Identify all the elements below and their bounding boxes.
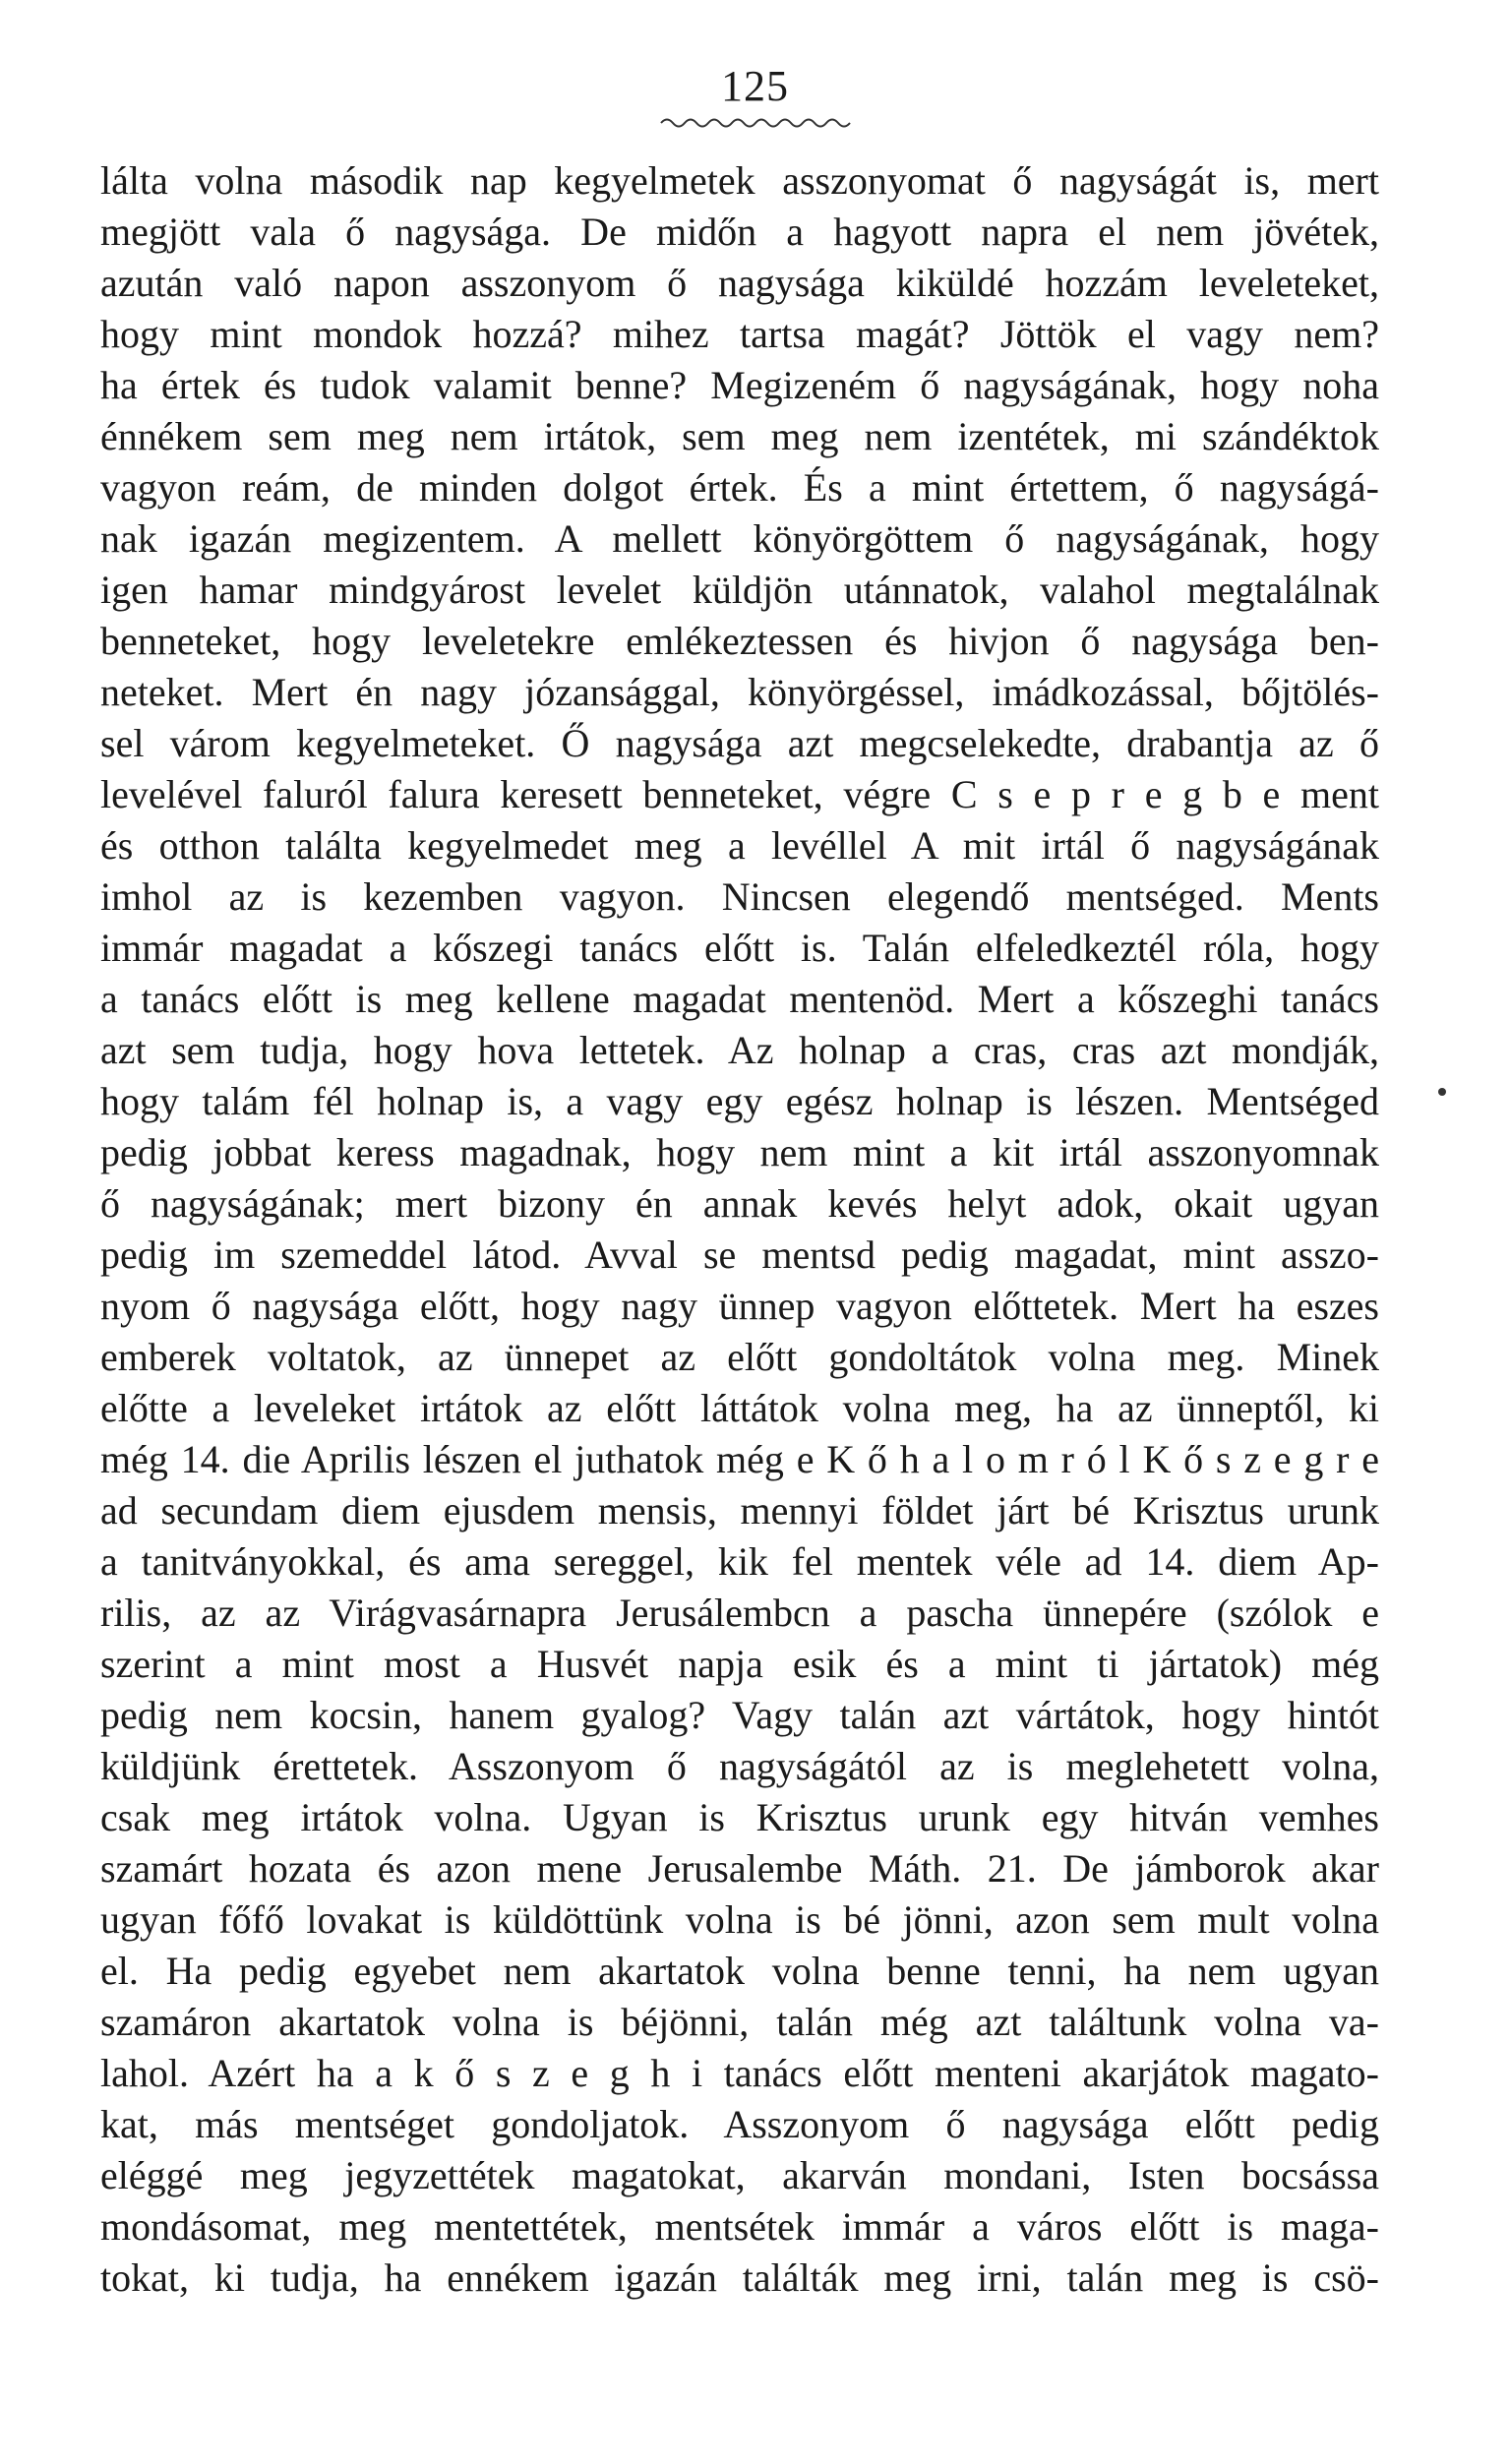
- text-line: csak meg irtátok volna. Ugyan is Krisztus urunk egy hitván vemhes: [100, 1795, 1379, 1839]
- text-line: a tanitványokkal, és ama sereggel, kik fel mentek véle ad 14. diem Ap-: [100, 1539, 1379, 1584]
- text-line: kat, más mentséget gondoljatok. Asszonyom ő nagysága előtt pedig: [100, 2102, 1379, 2146]
- text-line: ugyan főfő lovakat is küldöttünk volna is bé jönni, azon sem mult volna: [100, 1897, 1379, 1942]
- text-line: eléggé meg jegyzettétek magatokat, akarván mondani, Isten bocsássa: [100, 2153, 1379, 2197]
- text-line: emberek voltatok, az ünnepet az előtt gondoltátok volna meg. Minek: [100, 1335, 1379, 1379]
- text-line: pedig im szemeddel látod. Avval se mentsd pedig magadat, mint asszo-: [100, 1232, 1379, 1277]
- text-line: lálta volna második nap kegyelmetek asszonyomat ő nagyságát is, mert: [100, 158, 1379, 203]
- text-line: pedig jobbat keress magadnak, hogy nem mint a kit irtál asszonyomnak: [100, 1130, 1379, 1174]
- ink-dot: [1438, 1088, 1446, 1096]
- text-line: szerint a mint most a Husvét napja esik és a mint ti jártatok) még: [100, 1642, 1379, 1686]
- text-line: még 14. die Aprilis lészen el juthatok még e K ő h a l o m r ó l K ő s z e g r e: [100, 1437, 1379, 1481]
- text-line: pedig nem kocsin, hanem gyalog? Vagy talán azt vártátok, hogy hintót: [100, 1693, 1379, 1737]
- text-line: hogy talám fél holnap is, a vagy egy egész holnap is lészen. Mentséged: [100, 1079, 1379, 1123]
- text-line: nak igazán megizentem. A mellett könyörgöttem ő nagyságának, hogy: [100, 516, 1379, 561]
- text-line: vagyon reám, de minden dolgot értek. És a mint értettem, ő nagyságá-: [100, 465, 1379, 510]
- text-line: neteket. Mert én nagy józansággal, könyörgéssel, imádkozással, bőjtölés-: [100, 670, 1379, 714]
- text-line: küldjünk érettetek. Asszonyom ő nagyságától az is meglehetett volna,: [100, 1744, 1379, 1788]
- text-line: rilis, az az Virágvasárnapra Jerusálembcn a pascha ünnepére (szólok e: [100, 1591, 1379, 1635]
- page-number: 125: [721, 62, 789, 110]
- text-line: ad secundam diem ejusdem mensis, mennyi földet járt bé Krisztus urunk: [100, 1488, 1379, 1532]
- decorative-rule-icon: [659, 112, 856, 134]
- text-line: benneteket, hogy leveletekre emlékeztessen és hivjon ő nagysága ben-: [100, 619, 1379, 663]
- text-line: hogy mint mondok hozzá? mihez tartsa magát? Jöttök el vagy nem?: [100, 312, 1379, 356]
- text-line: énnékem sem meg nem irtátok, sem meg nem izentétek, mi szándéktok: [100, 414, 1379, 458]
- text-line: szamárt hozata és azon mene Jerusalembe Máth. 21. De jámborok akar: [100, 1846, 1379, 1891]
- text-line: ő nagyságának; mert bizony én annak kevés helyt adok, okait ugyan: [100, 1181, 1379, 1226]
- text-line: levelével faluról falura keresett benneteket, végre C s e p r e g b e ment: [100, 772, 1379, 816]
- text-line: és otthon találta kegyelmedet meg a levéllel A mit irtál ő nagyságának: [100, 823, 1379, 868]
- body-text: [100, 155, 1379, 2304]
- text-line: el. Ha pedig egyebet nem akartatok volna benne tenni, ha nem ugyan: [100, 1949, 1379, 1993]
- text-line: mondásomat, meg mentettétek, mentsétek immár a város előtt is maga-: [100, 2204, 1379, 2249]
- text-line: lahol. Azért ha a k ő s z e g h i tanács előtt menteni akarjátok magato-: [100, 2051, 1379, 2095]
- text-line: azt sem tudja, hogy hova lettetek. Az holnap a cras, cras azt mondják,: [100, 1028, 1379, 1072]
- text-line: a tanács előtt is meg kellene magadat mentenöd. Mert a kőszeghi tanács: [100, 977, 1379, 1021]
- text-line: azután való napon asszonyom ő nagysága kiküldé hozzám leveleteket,: [100, 261, 1379, 305]
- text-line: imhol az is kezemben vagyon. Nincsen elegendő mentséged. Ments: [100, 874, 1379, 919]
- text-line: előtte a leveleket irtátok az előtt láttátok volna meg, ha az ünneptől, ki: [100, 1386, 1379, 1430]
- text-line: immár magadat a kőszegi tanács előtt is. Talán elfeledkeztél róla, hogy: [100, 926, 1379, 970]
- text-line: igen hamar mindgyárost levelet küldjön utánnatok, valahol megtalálnak: [100, 568, 1379, 612]
- text-line: tokat, ki tudja, ha ennékem igazán találták meg irni, talán meg is csö-: [100, 2255, 1379, 2300]
- text-line: ha értek és tudok valamit benne? Megizeném ő nagyságának, hogy noha: [100, 363, 1379, 407]
- text-line: szamáron akartatok volna is béjönni, talán még azt találtunk volna va-: [100, 2000, 1379, 2044]
- text-line: sel várom kegyelmeteket. Ő nagysága azt megcselekedte, drabantja az ő: [100, 721, 1379, 765]
- text-line: megjött vala ő nagysága. De midőn a hagyott napra el nem jövétek,: [100, 210, 1379, 254]
- text-line: nyom ő nagysága előtt, hogy nagy ünnep vagyon előttetek. Mert ha eszes: [100, 1284, 1379, 1328]
